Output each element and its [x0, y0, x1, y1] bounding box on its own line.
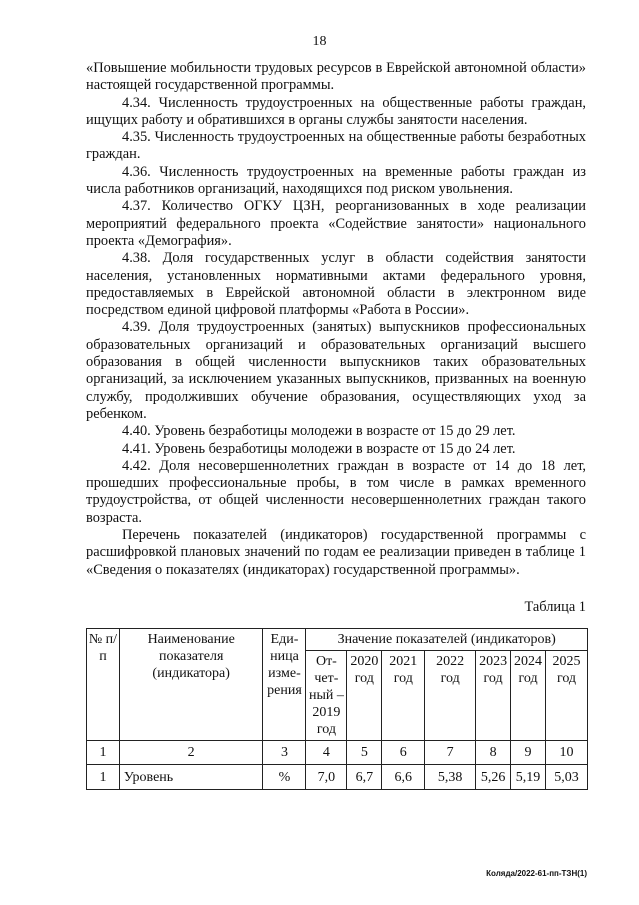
- paragraph: Перечень показателей (индикаторов) государственной программы с расшифровкой плановых значений по годам ее реализации приведен в таблице 1 «Сведения о показателях (индикаторах) государственной программы».: [86, 527, 586, 578]
- column-number: 6: [382, 741, 425, 765]
- header-year: 2021 год: [382, 651, 425, 741]
- row-num: 1: [87, 765, 120, 790]
- column-number: 8: [476, 741, 511, 765]
- page-number: 18: [312, 34, 327, 49]
- row-value: 5,19: [511, 765, 546, 790]
- header-year: 2023 год: [476, 651, 511, 741]
- header-num: № п/п: [87, 629, 120, 741]
- column-number: 3: [263, 741, 306, 765]
- table-caption: Таблица 1: [524, 599, 586, 615]
- column-number: 7: [425, 741, 476, 765]
- header-year: 2022 год: [425, 651, 476, 741]
- column-number: 1: [87, 741, 120, 765]
- paragraph: 4.38. Доля государственных услуг в области содействия занятости населения, установленных нормативными актами федерального уровня, предоставляемых в Еврейской автономной области в электронном виде посредством единой цифровой платформы «Работа в России».: [86, 250, 586, 319]
- header-year: От-чет-ный – 2019 год: [306, 651, 347, 741]
- header-values-group: Значение показателей (индикаторов): [306, 629, 588, 651]
- paragraph: 4.34. Численность трудоустроенных на общественные работы граждан, ищущих работу и обратившихся в органы службы занятости населения.: [86, 94, 586, 128]
- paragraph: 4.37. Количество ОГКУ ЦЗН, реорганизованных в ходе реализации мероприятий федерального проекта «Содействие занятости» национального проекта «Демография».: [86, 198, 586, 249]
- paragraph: 4.35. Численность трудоустроенных на общественные работы безработных граждан.: [86, 129, 586, 163]
- row-value: 5,03: [546, 765, 588, 790]
- paragraph: 4.39. Доля трудоустроенных (занятых) выпускников профессиональных образовательных организаций и образовательных организаций высшего образования в общей численности выпускников таких образовательных организаций, за исключением указанных выпускников, призванных на военную службу, продолживших обучение образования, осуществляющих уход за ребенком.: [86, 319, 586, 422]
- row-value: 5,26: [476, 765, 511, 790]
- header-unit: Еди-ница изме-рения: [263, 629, 306, 741]
- row-value: 6,6: [382, 765, 425, 790]
- header-year: 2024 год: [511, 651, 546, 741]
- header-year: 2025 год: [546, 651, 588, 741]
- column-number: 9: [511, 741, 546, 765]
- table-row: [87, 765, 588, 790]
- table-header-row: [87, 629, 588, 651]
- paragraph: 4.41. Уровень безработицы молодежи в возрасте от 15 до 24 лет.: [122, 440, 516, 457]
- column-number: 10: [546, 741, 588, 765]
- column-number: 4: [306, 741, 347, 765]
- row-value: 7,0: [306, 765, 347, 790]
- column-number: 2: [119, 741, 263, 765]
- footer-document-code: Коляда/2022-61-пп-ТЗН(1): [486, 869, 587, 878]
- column-number: 5: [347, 741, 382, 765]
- document-body: [86, 60, 586, 579]
- indicators-table: [86, 628, 588, 790]
- row-value: 6,7: [347, 765, 382, 790]
- paragraph: 4.42. Доля несовершеннолетних граждан в возрасте от 14 до 18 лет, прошедших профессиональные пробы, в том числе в рамках временного трудоустройства, от общей численности несовершеннолетних граждан такого возраста.: [86, 457, 586, 526]
- paragraph: 4.36. Численность трудоустроенных на временные работы граждан из числа работников организаций, находящихся под риском увольнения.: [86, 163, 586, 198]
- row-name: Уровень: [119, 765, 263, 790]
- row-unit: %: [263, 765, 306, 790]
- header-name: Наименование показателя (индикатора): [119, 629, 263, 741]
- header-year: 2020 год: [347, 651, 382, 741]
- column-numbers-row: [87, 741, 588, 765]
- row-value: 5,38: [425, 765, 476, 790]
- paragraph: 4.40. Уровень безработицы молодежи в возрасте от 15 до 29 лет.: [122, 423, 516, 440]
- paragraph: «Повышение мобильности трудовых ресурсов в Еврейской автономной области» настоящей государственной программы.: [86, 60, 586, 94]
